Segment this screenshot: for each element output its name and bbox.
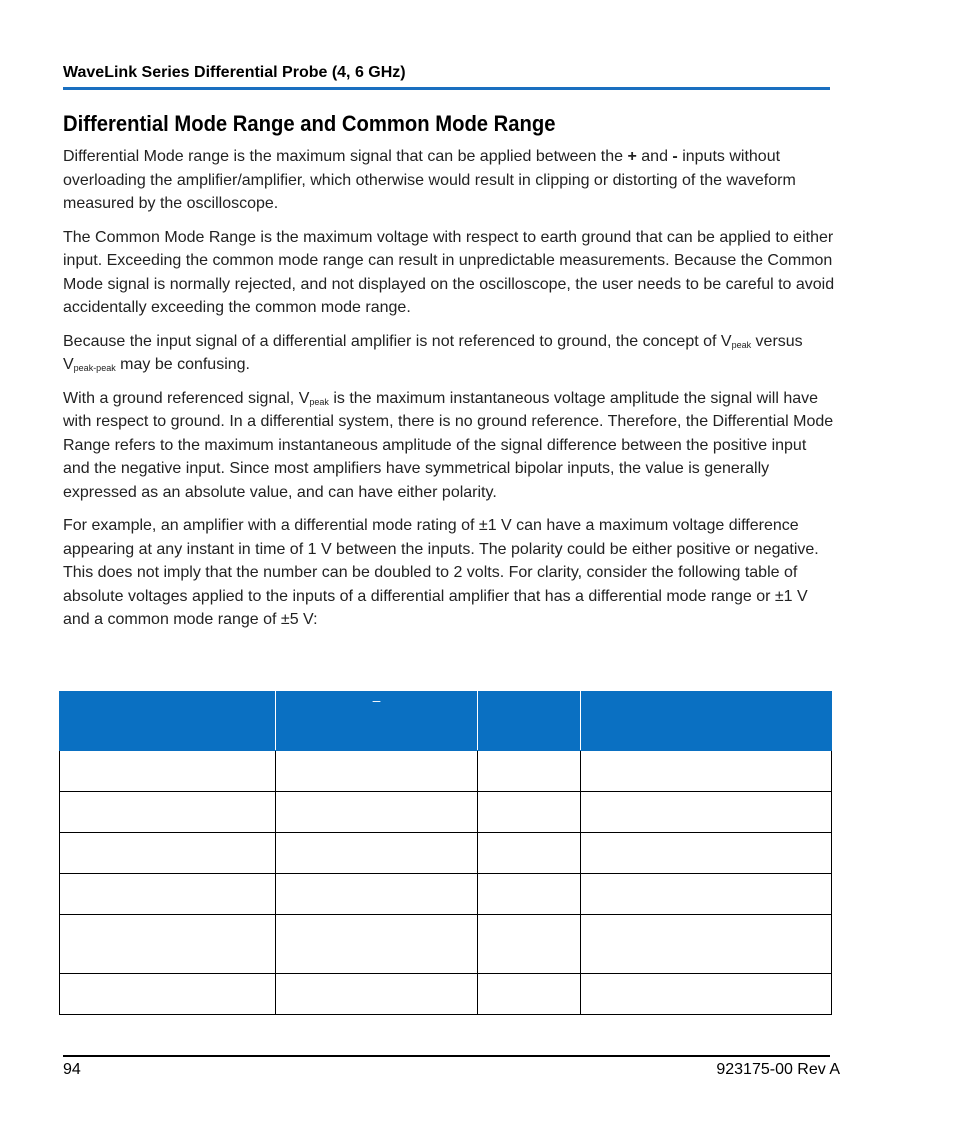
footer-divider <box>63 1055 830 1057</box>
table-cell <box>276 751 478 792</box>
paragraph-common-mode: The Common Mode Range is the maximum voltage with respect to earth ground that can be applied to either input. Exceeding the common mode range can result in unpredictable measurements. Because the Common Mode signal is normally rejected, and not displayed on the oscilloscope, the user needs to be careful to avoid accidentally exceeding the common mode range. <box>63 228 835 316</box>
table-cell <box>276 915 478 974</box>
table-cell <box>478 915 581 974</box>
table-row <box>60 792 832 833</box>
table-cell <box>581 874 832 915</box>
paragraph-differential-mode: Differential Mode range is the maximum signal that can be applied between the + and - inputs without overloading the amplifier/amplifier, which otherwise would result in clipping or distorting of the waveform measured by the oscilloscope. <box>63 148 796 212</box>
table-header-cell <box>581 692 832 751</box>
table-row <box>60 915 832 974</box>
table-cell <box>60 974 276 1015</box>
table-row <box>60 974 832 1015</box>
minus-symbol: - <box>672 148 678 165</box>
table-cell <box>276 974 478 1015</box>
table-cell <box>60 792 276 833</box>
table-header-cell: – <box>276 692 478 751</box>
table-row <box>60 874 832 915</box>
table-cell <box>478 792 581 833</box>
table-header-cell <box>60 692 276 751</box>
table-cell <box>581 974 832 1015</box>
table-cell <box>581 915 832 974</box>
table-header-row <box>60 692 832 751</box>
section-title: Differential Mode Range and Common Mode Range <box>63 111 556 136</box>
table-cell <box>276 792 478 833</box>
paragraph-example: For example, an amplifier with a differential mode rating of ±1 V can have a maximum voltage difference appearing at any instant in time of 1 V between the inputs. The polarity could be either positive or negative. This does not imply that the number can be doubled to 2 volts. For clarity, consider the following table of absolute voltages applied to the inputs of a differential amplifier that has a differential mode range or ±1 V and a common mode range of ±5 V: <box>63 517 819 628</box>
table-row <box>60 751 832 792</box>
table-header-cell <box>478 692 581 751</box>
page-number: 94 <box>63 1061 81 1078</box>
table-cell <box>581 751 832 792</box>
paragraph-ground-referenced: With a ground referenced signal, $V_{peak}$ is the maximum instantaneous voltage amplitude the signal will have with respect to ground. In a differential system, there is no ground reference. Therefore, the Differential Mode Range refers to the maximum instantaneous amplitude of the signal difference between the positive input and the negative input. Since most amplifiers have symmetrical bipolar inputs, the value is generally expressed as an absolute value, and can have either polarity. <box>63 389 834 501</box>
table-cell <box>478 974 581 1015</box>
table-cell <box>581 833 832 874</box>
running-header: WaveLink Series Differential Probe (4, 6 GHz) <box>63 64 830 90</box>
table-cell <box>478 833 581 874</box>
body-text <box>63 145 835 642</box>
table-cell <box>276 833 478 874</box>
document-id: 923175-00 Rev A <box>716 1061 840 1078</box>
table-cell <box>60 751 276 792</box>
table-cell <box>276 874 478 915</box>
plus-symbol: + <box>627 148 637 165</box>
table-cell <box>478 751 581 792</box>
table-cell <box>581 792 832 833</box>
table-cell <box>60 833 276 874</box>
table-cell <box>60 915 276 974</box>
voltage-table <box>59 691 832 1015</box>
table-cell <box>60 874 276 915</box>
table-row <box>60 833 832 874</box>
paragraph-vpeak-concept: Because the input signal of a differential amplifier is not referenced to ground, the concept of $V_{peak}$ versus $V_{peak-peak}$ may be confusing. <box>63 332 803 373</box>
table-cell <box>478 874 581 915</box>
